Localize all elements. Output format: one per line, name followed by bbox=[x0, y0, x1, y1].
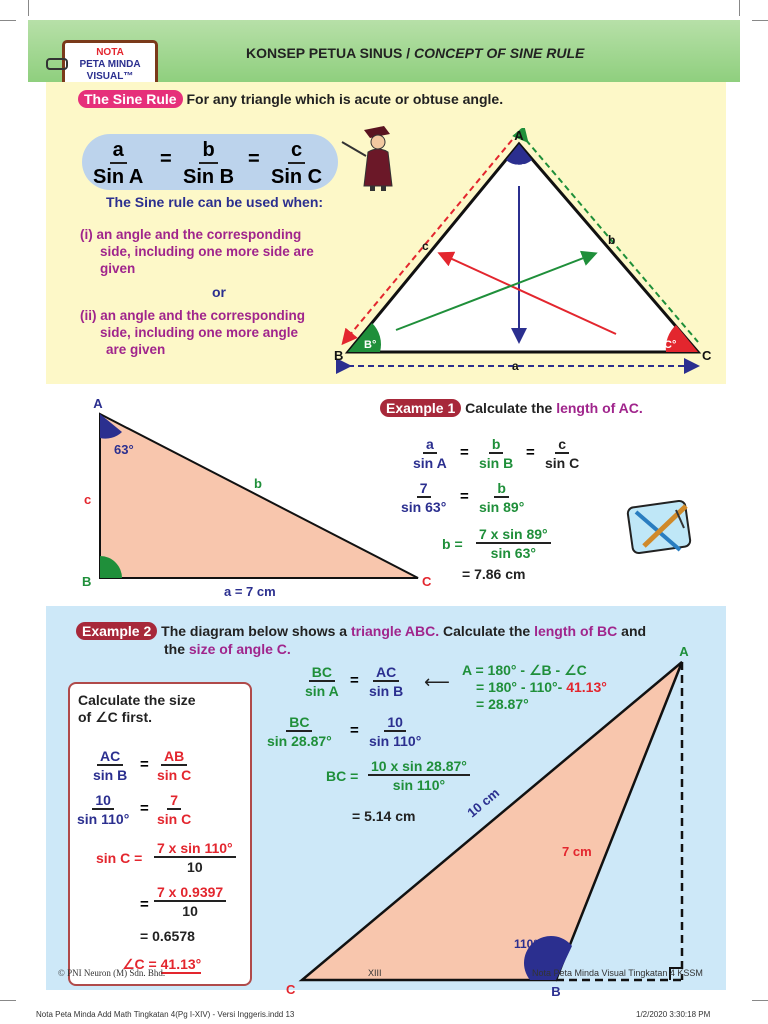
ex1-f3-frac: $\frac{\text{7 x sin 89°}}{\sin 63^\circ}$ bbox=[476, 526, 551, 561]
sine-rule-label: The Sine Rule bbox=[78, 90, 183, 108]
geometry-tools-icon bbox=[626, 498, 696, 558]
intro-heading bbox=[78, 91, 503, 107]
arrow-left-icon: ⟵ bbox=[424, 672, 450, 692]
page-title bbox=[246, 45, 584, 61]
label-a: a bbox=[512, 359, 519, 373]
label-b: b bbox=[608, 233, 616, 247]
ex1-label-B: B bbox=[82, 574, 92, 589]
rule-eq2: = bbox=[248, 148, 260, 170]
ex2-label-B: B bbox=[551, 984, 561, 999]
crop-mark bbox=[28, 0, 29, 16]
ex1-label-C: C bbox=[422, 574, 432, 589]
s1-right: $\frac{AB}{\text{sin C}}$ bbox=[157, 748, 192, 783]
crop-mark bbox=[0, 20, 16, 21]
r2-right: $\frac{10}{\sin 110^\circ}$ bbox=[369, 714, 422, 749]
ex2-label-A: A bbox=[679, 644, 689, 659]
s2-right: $\frac{7}{\text{sin C}}$ bbox=[157, 792, 192, 827]
date-slug: 1/2/2020 3:30:18 PM bbox=[636, 1010, 711, 1019]
r4: = 5.14 cm bbox=[352, 808, 416, 824]
ex2-side-ac: 10 cm bbox=[464, 785, 503, 821]
ex1-f1-b: $\frac{b}{\text{sin B}}$ bbox=[479, 436, 514, 471]
book-title: Nota Peta Minda Visual Tingkatan 4 KSSM bbox=[532, 968, 703, 978]
rule-frac-c: c Sin C bbox=[271, 139, 323, 188]
label-Cdeg: C° bbox=[664, 339, 677, 351]
example2-triangle bbox=[286, 640, 726, 1000]
badge-line3: VISUAL™ bbox=[86, 71, 134, 82]
ex1-f2-right: $\frac{b}{\sin 89^\circ}$ bbox=[479, 480, 525, 515]
example2-label: Example 2 bbox=[76, 622, 157, 640]
file-slug: Nota Peta Minda Add Math Tingkatan 4(Pg I-XIV) - Versi Inggeris.indd 13 bbox=[36, 1010, 295, 1019]
example1-label: Example 1 bbox=[380, 399, 461, 417]
s5: = 0.6578 bbox=[140, 928, 195, 944]
ex1-angle: 63° bbox=[114, 442, 134, 457]
ex1-f1-a: $\frac{a}{\text{sin A}}$ bbox=[413, 436, 447, 471]
ex1-label-b: b bbox=[254, 476, 262, 491]
s6: ∠C = 41.13° bbox=[122, 956, 202, 972]
rule-frac-b: b Sin B bbox=[183, 139, 235, 188]
label-A: A bbox=[514, 128, 524, 143]
r3-frac: $\frac{\text{10 x sin 28.87°}}{\sin 110^\circ}$ bbox=[368, 758, 470, 793]
badge-line2: PETA MINDA bbox=[79, 59, 141, 70]
s1-left: $\frac{AC}{\text{sin B}}$ bbox=[93, 748, 128, 783]
s3-lhs: sin C = bbox=[96, 850, 143, 866]
intro-text: For any triangle which is acute or obtuse angle. bbox=[186, 91, 504, 107]
ex2-label-C: C bbox=[286, 982, 296, 997]
example1-triangle bbox=[78, 394, 438, 606]
case2: (ii) an angle and the corresponding side, including one more angle are given bbox=[80, 308, 306, 357]
title-italic: CONCEPT OF SINE RULE bbox=[414, 45, 585, 61]
example2-heading: Example 2 The diagram below shows a triangle ABC. Calculate the length of BC and the size of angle C. bbox=[76, 622, 716, 658]
angle-a-working: A = 180° - ∠B - ∠C = 180° - 110°- 41.13° = 28.87° bbox=[462, 662, 607, 712]
label-B: B bbox=[334, 348, 344, 363]
r1-right: $\frac{AC}{\text{sin B}}$ bbox=[369, 664, 404, 699]
or-text: or bbox=[212, 284, 226, 300]
ex1-f1-c: $\frac{c}{\text{sin C}}$ bbox=[545, 436, 580, 471]
badge-clip-icon bbox=[46, 58, 68, 70]
r2-left: $\frac{BC}{\sin 28.87^\circ}$ bbox=[267, 714, 332, 749]
label-Adeg: A° bbox=[512, 163, 526, 175]
crop-mark bbox=[0, 1000, 16, 1001]
crop-mark bbox=[752, 20, 768, 21]
ex1-label-a: a = 7 cm bbox=[224, 584, 276, 599]
example1-heading: Example 1 Calculate the length of AC. bbox=[380, 400, 643, 416]
when-title: The Sine rule can be used when: bbox=[106, 194, 324, 210]
ex1-f3-lhs: b = bbox=[442, 536, 463, 552]
label-C: C bbox=[702, 348, 712, 363]
title-main: KONSEP PETUA SINUS / bbox=[246, 45, 411, 61]
copyright: © PNI Neuron (M) Sdn. Bhd. bbox=[58, 968, 166, 978]
ex1-label-A: A bbox=[93, 396, 103, 411]
s3-frac: $\frac{\text{7 x sin 110°}}{10}$ bbox=[154, 840, 236, 875]
crop-mark bbox=[739, 0, 740, 16]
badge-line1: NOTA bbox=[96, 47, 124, 58]
crop-mark bbox=[752, 1000, 768, 1001]
ex1-result: = 7.86 cm bbox=[462, 566, 526, 582]
ex1-label-c: c bbox=[84, 492, 92, 507]
s4-frac: $\frac{7 x 0.9397}{10}$ bbox=[154, 884, 226, 919]
ex1-f2-left: $\frac{7}{\sin 63^\circ}$ bbox=[401, 480, 447, 515]
label-Bdeg: B° bbox=[364, 339, 377, 351]
r1-left: $\frac{BC}{\text{sin A}}$ bbox=[305, 664, 339, 699]
case1: (i) an angle and the corresponding side, including one more side are given bbox=[80, 227, 314, 276]
rule-eq1: = bbox=[160, 148, 172, 170]
rule-frac-a: a Sin A bbox=[93, 139, 144, 188]
intro-triangle-diagram bbox=[326, 128, 726, 378]
s2-left: $\frac{10}{\sin 110^\circ}$ bbox=[77, 792, 130, 827]
r3-lhs: BC = bbox=[326, 768, 359, 784]
box-title: Calculate the size of ∠C first. bbox=[78, 692, 196, 725]
ex2-angle-b: 110° bbox=[514, 937, 539, 951]
label-c: c bbox=[422, 239, 429, 253]
ex2-side-ab: 7 cm bbox=[562, 844, 592, 859]
page-roman: XIII bbox=[368, 968, 382, 978]
